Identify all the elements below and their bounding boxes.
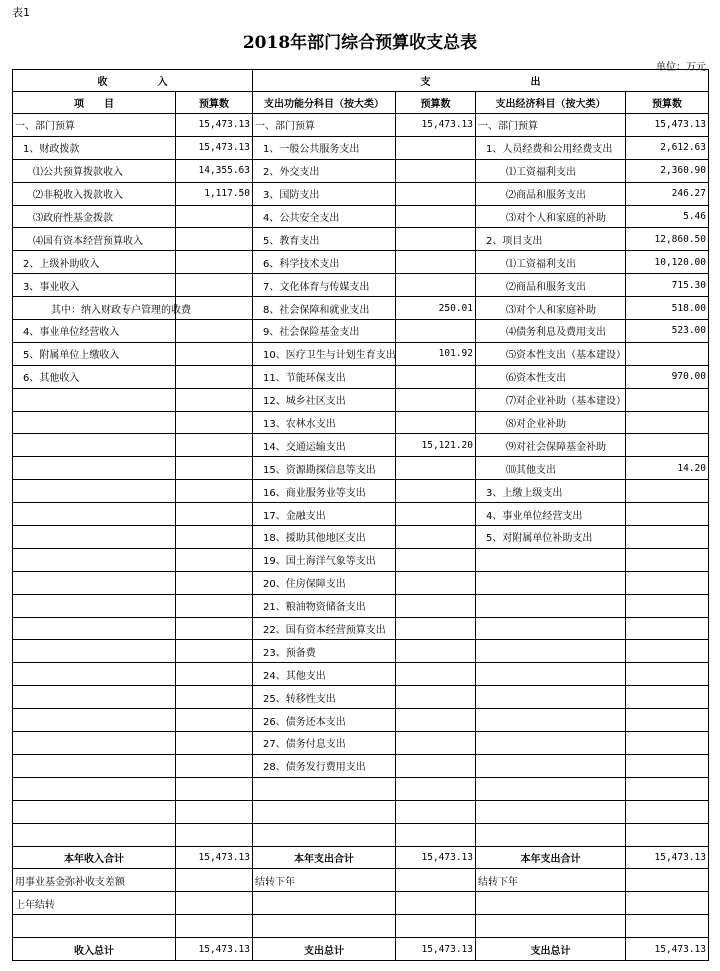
func-item-cell: 15、资源勘探信息等支出: [253, 457, 396, 480]
econ-item-cell: [476, 594, 626, 617]
income-amount-cell: [176, 480, 253, 503]
table-row: [13, 823, 709, 846]
income-amount-cell: [176, 732, 253, 755]
income-amount-cell: [176, 709, 253, 732]
income-item-cell: 1、财政拨款: [13, 136, 176, 159]
income-item-cell: [13, 434, 176, 457]
func-item-cell: 12、城乡社区支出: [253, 388, 396, 411]
econ-item-cell: [476, 640, 626, 663]
econ-amount-cell: 15,473.13: [626, 114, 709, 137]
func-amount-cell: [396, 205, 476, 228]
func-item-cell: 支出总计: [253, 938, 396, 961]
econ-amount-cell: [626, 480, 709, 503]
table-row: [13, 526, 709, 549]
func-item-cell: 10、医疗卫生与计划生育支出: [253, 342, 396, 365]
income-amount-cell: [176, 915, 253, 938]
func-amount-cell: [396, 709, 476, 732]
func-item-cell: [253, 823, 396, 846]
table-row: [13, 663, 709, 686]
income-amount-cell: [176, 503, 253, 526]
income-item-cell: ⑶政府性基金拨款: [13, 205, 176, 228]
econ-amount-cell: [626, 503, 709, 526]
econ-amount-cell: [626, 823, 709, 846]
econ-budget-header: 预算数: [626, 92, 709, 114]
func-item-cell: 14、交通运输支出: [253, 434, 396, 457]
unit-label: 单位：万元: [656, 62, 706, 73]
func-amount-cell: [396, 732, 476, 755]
income-item-cell: 一、部门预算: [13, 114, 176, 137]
income-item-cell: 本年收入合计: [13, 846, 176, 869]
econ-item-cell: [476, 663, 626, 686]
income-amount-cell: 14,355.63: [176, 159, 253, 182]
func-amount-cell: [396, 594, 476, 617]
econ-item-cell: [476, 548, 626, 571]
income-item-cell: 上年结转: [13, 892, 176, 915]
func-item-cell: [253, 915, 396, 938]
table-row: [13, 228, 709, 251]
income-item-cell: [13, 823, 176, 846]
econ-amount-cell: [626, 571, 709, 594]
income-amount-cell: [176, 686, 253, 709]
table-row: [13, 754, 709, 777]
table-row: [13, 503, 709, 526]
year-total-row: [13, 846, 709, 869]
econ-item-cell: [476, 571, 626, 594]
income-item-cell: [13, 732, 176, 755]
income-amount-cell: [176, 594, 253, 617]
item-header: 项 目: [13, 92, 176, 114]
func-item-cell: 1、一般公共服务支出: [253, 136, 396, 159]
income-amount-cell: [176, 892, 253, 915]
func-amount-cell: [396, 823, 476, 846]
table-row: [13, 136, 709, 159]
econ-amount-cell: [626, 777, 709, 800]
func-item-cell: 8、社会保障和就业支出: [253, 297, 396, 320]
func-amount-cell: [396, 182, 476, 205]
econ-item-cell: ⑻对企业补助: [476, 411, 626, 434]
econ-amount-cell: 518.00: [626, 297, 709, 320]
func-amount-cell: [396, 571, 476, 594]
econ-amount-cell: [626, 594, 709, 617]
income-amount-cell: [176, 663, 253, 686]
func-item-cell: 本年支出合计: [253, 846, 396, 869]
income-item-cell: [13, 571, 176, 594]
econ-amount-cell: [626, 915, 709, 938]
econ-item-cell: [476, 754, 626, 777]
econ-item-cell: ⑵商品和服务支出: [476, 274, 626, 297]
econ-amount-cell: [626, 800, 709, 823]
econ-amount-cell: 246.27: [626, 182, 709, 205]
extra-row: [13, 915, 709, 938]
econ-item-cell: 5、对附属单位补助支出: [476, 526, 626, 549]
func-item-cell: 13、农林水支出: [253, 411, 396, 434]
func-amount-cell: 15,473.13: [396, 114, 476, 137]
econ-amount-cell: [626, 663, 709, 686]
table-row: [13, 159, 709, 182]
income-item-cell: [13, 411, 176, 434]
func-item-cell: 22、国有资本经营预算支出: [253, 617, 396, 640]
income-item-cell: ⑵非税收入拨款收入: [13, 182, 176, 205]
func-item-cell: 一、部门预算: [253, 114, 396, 137]
income-amount-cell: [176, 617, 253, 640]
func-amount-cell: [396, 640, 476, 663]
func-amount-cell: [396, 915, 476, 938]
func-amount-cell: [396, 892, 476, 915]
func-item-cell: 27、债务付息支出: [253, 732, 396, 755]
income-item-cell: [13, 686, 176, 709]
econ-item-cell: [476, 800, 626, 823]
grand-total-row: [13, 938, 709, 961]
table-row: [13, 617, 709, 640]
econ-item-cell: ⑴工资福利支出: [476, 251, 626, 274]
expense-header: 支 出: [253, 70, 709, 92]
table-row: [13, 594, 709, 617]
func-item-cell: 18、援助其他地区支出: [253, 526, 396, 549]
econ-amount-cell: 715.30: [626, 274, 709, 297]
income-item-cell: ⑷国有资本经营预算收入: [13, 228, 176, 251]
income-item-cell: [13, 548, 176, 571]
income-amount-cell: 15,473.13: [176, 846, 253, 869]
econ-item-cell: 4、事业单位经营支出: [476, 503, 626, 526]
table-row: [13, 182, 709, 205]
func-item-cell: 19、国土海洋气象等支出: [253, 548, 396, 571]
income-item-cell: [13, 457, 176, 480]
econ-amount-cell: [626, 892, 709, 915]
income-item-cell: [13, 480, 176, 503]
econ-amount-cell: 12,860.50: [626, 228, 709, 251]
income-amount-cell: [176, 411, 253, 434]
income-item-cell: 4、事业单位经营收入: [13, 320, 176, 343]
func-amount-cell: [396, 754, 476, 777]
econ-item-cell: 本年支出合计: [476, 846, 626, 869]
econ-item-cell: [476, 732, 626, 755]
func-amount-cell: 15,473.13: [396, 846, 476, 869]
income-item-cell: 5、附属单位上缴收入: [13, 342, 176, 365]
income-amount-cell: [176, 228, 253, 251]
income-amount-cell: 15,473.13: [176, 938, 253, 961]
func-amount-cell: 15,121.20: [396, 434, 476, 457]
func-item-cell: [253, 777, 396, 800]
table-row: [13, 320, 709, 343]
table-row: [13, 365, 709, 388]
func-item-cell: 24、其他支出: [253, 663, 396, 686]
econ-amount-cell: 10,120.00: [626, 251, 709, 274]
econ-amount-cell: 970.00: [626, 365, 709, 388]
income-item-cell: 3、事业收入: [13, 274, 176, 297]
income-amount-cell: [176, 800, 253, 823]
table-row: [13, 640, 709, 663]
table-row: [13, 205, 709, 228]
income-item-cell: 6、其他收入: [13, 365, 176, 388]
econ-item-cell: [476, 823, 626, 846]
income-amount-cell: [176, 640, 253, 663]
func-item-cell: 25、转移性支出: [253, 686, 396, 709]
table-row: [13, 571, 709, 594]
func-amount-cell: [396, 617, 476, 640]
table-row: [13, 251, 709, 274]
income-item-cell: [13, 915, 176, 938]
income-amount-cell: [176, 457, 253, 480]
income-budget-header: 预算数: [176, 92, 253, 114]
table-row: [13, 686, 709, 709]
func-amount-cell: [396, 251, 476, 274]
income-amount-cell: [176, 869, 253, 892]
func-budget-header: 预算数: [396, 92, 476, 114]
table-row: [13, 548, 709, 571]
econ-item-cell: ⑵商品和服务支出: [476, 182, 626, 205]
table-row: [13, 732, 709, 755]
func-item-cell: 5、教育支出: [253, 228, 396, 251]
income-amount-cell: [176, 434, 253, 457]
econ-item-cell: [476, 892, 626, 915]
income-item-cell: [13, 388, 176, 411]
econ-header: 支出经济科目（按大类）: [476, 92, 626, 114]
econ-amount-cell: 15,473.13: [626, 846, 709, 869]
econ-amount-cell: 2,360.90: [626, 159, 709, 182]
income-item-cell: [13, 800, 176, 823]
table-row: [13, 411, 709, 434]
income-amount-cell: [176, 251, 253, 274]
econ-item-cell: 3、上缴上级支出: [476, 480, 626, 503]
econ-amount-cell: 2,612.63: [626, 136, 709, 159]
func-amount-cell: [396, 228, 476, 251]
func-amount-cell: 15,473.13: [396, 938, 476, 961]
econ-amount-cell: 5.46: [626, 205, 709, 228]
econ-item-cell: [476, 617, 626, 640]
econ-item-cell: 一、部门预算: [476, 114, 626, 137]
func-item-cell: 7、文化体育与传媒支出: [253, 274, 396, 297]
budget-table-body: [13, 70, 709, 961]
table-row: [13, 709, 709, 732]
econ-amount-cell: 15,473.13: [626, 938, 709, 961]
func-amount-cell: 250.01: [396, 297, 476, 320]
econ-amount-cell: [626, 526, 709, 549]
income-item-cell: [13, 754, 176, 777]
income-amount-cell: [176, 823, 253, 846]
func-header: 支出功能分科目（按大类）: [253, 92, 396, 114]
income-amount-cell: 1,117.50: [176, 182, 253, 205]
extra-row: [13, 892, 709, 915]
func-amount-cell: [396, 526, 476, 549]
table-row: [13, 800, 709, 823]
func-amount-cell: [396, 548, 476, 571]
econ-amount-cell: [626, 754, 709, 777]
econ-item-cell: ⑽其他支出: [476, 457, 626, 480]
income-amount-cell: [176, 205, 253, 228]
table-row: [13, 480, 709, 503]
econ-item-cell: 支出总计: [476, 938, 626, 961]
func-item-cell: 结转下年: [253, 869, 396, 892]
econ-amount-cell: 523.00: [626, 320, 709, 343]
income-amount-cell: [176, 342, 253, 365]
econ-amount-cell: [626, 434, 709, 457]
func-item-cell: [253, 892, 396, 915]
func-item-cell: [253, 800, 396, 823]
func-amount-cell: 101.92: [396, 342, 476, 365]
econ-amount-cell: [626, 388, 709, 411]
func-amount-cell: [396, 686, 476, 709]
income-amount-cell: [176, 365, 253, 388]
econ-item-cell: ⑺对企业补助（基本建设）: [476, 388, 626, 411]
func-amount-cell: [396, 320, 476, 343]
table-row: [13, 777, 709, 800]
table-row: [13, 342, 709, 365]
page-title: 2018年部门综合预算收支总表: [242, 33, 478, 53]
income-item-cell: 其中：纳入财政专户管理的收费: [13, 297, 176, 320]
extra-row: [13, 869, 709, 892]
func-item-cell: 20、住房保障支出: [253, 571, 396, 594]
income-item-cell: [13, 709, 176, 732]
func-item-cell: 3、国防支出: [253, 182, 396, 205]
budget-table: [12, 69, 709, 961]
econ-item-cell: ⑶对个人和家庭的补助: [476, 205, 626, 228]
econ-amount-cell: [626, 617, 709, 640]
econ-item-cell: [476, 915, 626, 938]
income-item-cell: [13, 594, 176, 617]
func-item-cell: 28、债务发行费用支出: [253, 754, 396, 777]
func-amount-cell: [396, 136, 476, 159]
income-item-cell: [13, 503, 176, 526]
income-item-cell: [13, 663, 176, 686]
func-amount-cell: [396, 411, 476, 434]
econ-item-cell: [476, 777, 626, 800]
income-amount-cell: [176, 571, 253, 594]
econ-amount-cell: [626, 411, 709, 434]
econ-amount-cell: 14.20: [626, 457, 709, 480]
func-item-cell: 9、社会保险基金支出: [253, 320, 396, 343]
header-row-2: [13, 92, 709, 114]
econ-amount-cell: [626, 548, 709, 571]
income-amount-cell: [176, 388, 253, 411]
income-amount-cell: [176, 320, 253, 343]
income-amount-cell: [176, 274, 253, 297]
econ-amount-cell: [626, 342, 709, 365]
income-amount-cell: [176, 754, 253, 777]
header-row-1: [13, 70, 709, 92]
table-row: [13, 388, 709, 411]
income-item-cell: [13, 640, 176, 663]
econ-item-cell: ⑴工资福利支出: [476, 159, 626, 182]
func-item-cell: 11、节能环保支出: [253, 365, 396, 388]
func-item-cell: 21、粮油物资储备支出: [253, 594, 396, 617]
income-amount-cell: 15,473.13: [176, 136, 253, 159]
econ-amount-cell: [626, 732, 709, 755]
income-item-cell: 收入总计: [13, 938, 176, 961]
econ-item-cell: ⑷债务利息及费用支出: [476, 320, 626, 343]
func-amount-cell: [396, 159, 476, 182]
income-item-cell: 2、上级补助收入: [13, 251, 176, 274]
func-amount-cell: [396, 777, 476, 800]
income-amount-cell: 15,473.13: [176, 114, 253, 137]
econ-amount-cell: [626, 869, 709, 892]
table-number: 表1: [12, 6, 30, 19]
econ-item-cell: ⑸资本性支出（基本建设）: [476, 342, 626, 365]
func-item-cell: 23、预备费: [253, 640, 396, 663]
econ-item-cell: ⑶对个人和家庭补助: [476, 297, 626, 320]
func-item-cell: 6、科学技术支出: [253, 251, 396, 274]
income-amount-cell: [176, 777, 253, 800]
func-amount-cell: [396, 869, 476, 892]
econ-item-cell: 结转下年: [476, 869, 626, 892]
income-amount-cell: [176, 548, 253, 571]
econ-item-cell: ⑹资本性支出: [476, 365, 626, 388]
func-amount-cell: [396, 274, 476, 297]
econ-item-cell: [476, 709, 626, 732]
func-item-cell: 2、外交支出: [253, 159, 396, 182]
table-row: [13, 457, 709, 480]
econ-item-cell: 1、人员经费和公用经费支出: [476, 136, 626, 159]
econ-item-cell: [476, 686, 626, 709]
func-amount-cell: [396, 388, 476, 411]
func-amount-cell: [396, 365, 476, 388]
income-item-cell: [13, 617, 176, 640]
econ-item-cell: ⑼对社会保障基金补助: [476, 434, 626, 457]
func-item-cell: 16、商业服务业等支出: [253, 480, 396, 503]
func-amount-cell: [396, 663, 476, 686]
func-amount-cell: [396, 503, 476, 526]
func-amount-cell: [396, 480, 476, 503]
income-item-cell: [13, 526, 176, 549]
income-item-cell: 用事业基金弥补收支差额: [13, 869, 176, 892]
econ-amount-cell: [626, 686, 709, 709]
econ-item-cell: 2、项目支出: [476, 228, 626, 251]
func-amount-cell: [396, 800, 476, 823]
econ-amount-cell: [626, 709, 709, 732]
func-amount-cell: [396, 457, 476, 480]
func-item-cell: 4、公共安全支出: [253, 205, 396, 228]
func-item-cell: 26、债务还本支出: [253, 709, 396, 732]
func-item-cell: 17、金融支出: [253, 503, 396, 526]
income-header: 收 入: [13, 70, 253, 92]
income-amount-cell: [176, 526, 253, 549]
table-row: [13, 434, 709, 457]
table-row: [13, 297, 709, 320]
income-item-cell: ⑴公共预算拨款收入: [13, 159, 176, 182]
income-item-cell: [13, 777, 176, 800]
table-row: [13, 114, 709, 137]
table-row: [13, 274, 709, 297]
econ-amount-cell: [626, 640, 709, 663]
